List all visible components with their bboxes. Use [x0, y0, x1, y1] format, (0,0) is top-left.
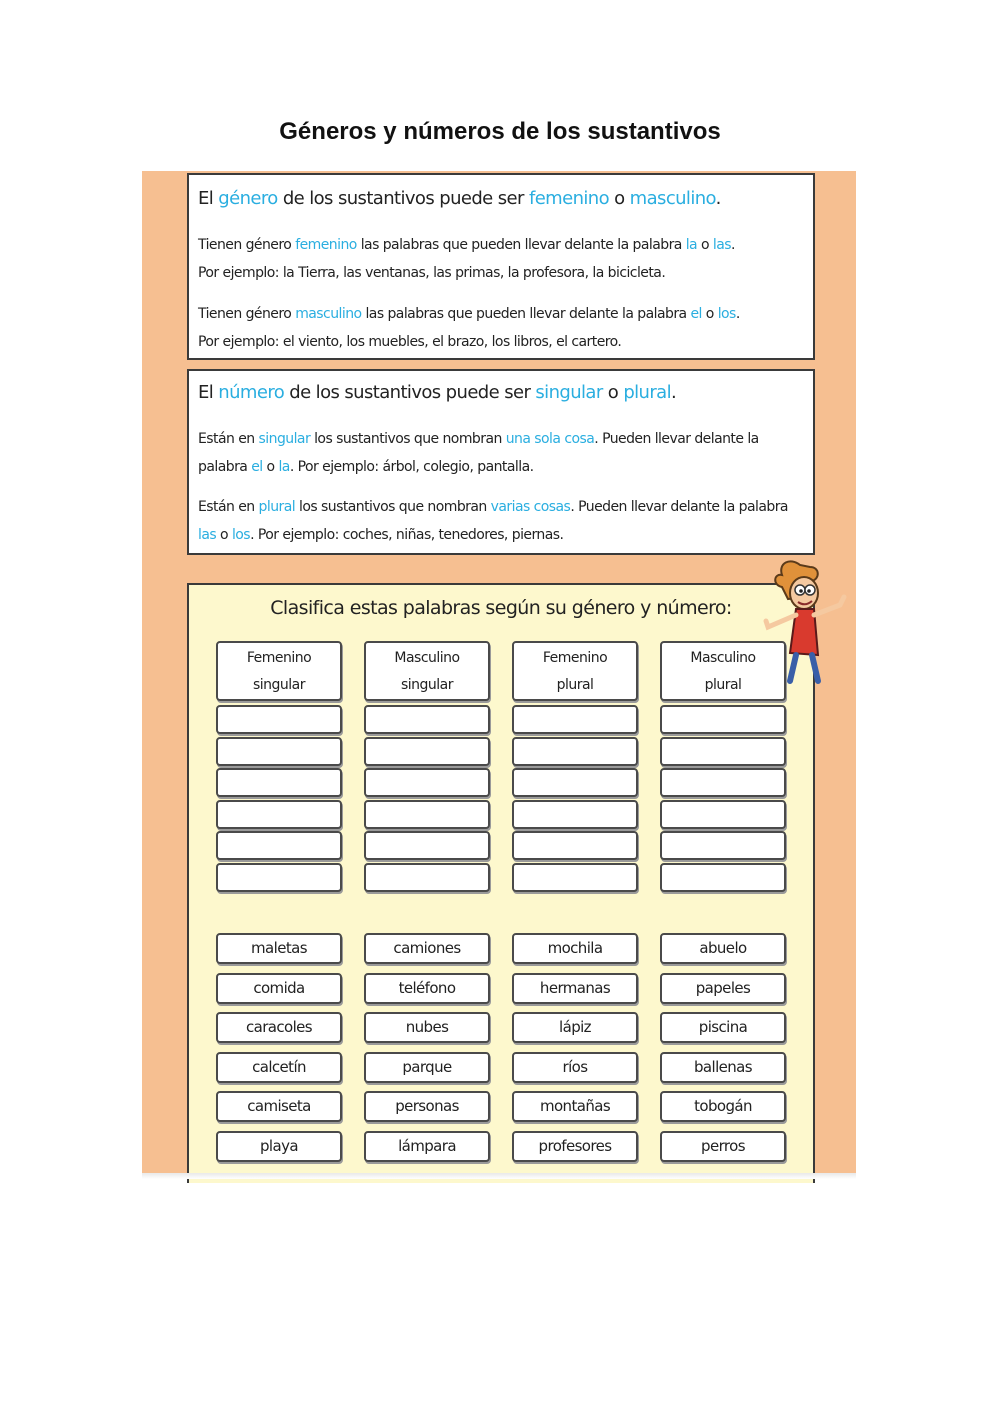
masculine-rule: Tienen género masculino las palabras que pueden llevar delante la palabra el o los. Por ejemplo: el viento, los muebles, el brazo, los libros, el cartero. — [198, 306, 740, 350]
answer-slot[interactable] — [216, 831, 342, 860]
answer-slot[interactable] — [512, 863, 638, 892]
masculine-example: Por ejemplo: el viento, los muebles, el brazo, los libros, el cartero. — [198, 334, 622, 350]
column-header-femenino-singular: Femenino singular — [216, 641, 342, 701]
word-tile[interactable]: abuelo — [660, 933, 786, 964]
answer-slot[interactable] — [660, 831, 786, 860]
answer-slot[interactable] — [660, 863, 786, 892]
word-tile[interactable]: nubes — [364, 1012, 490, 1043]
word-tile[interactable]: calcetín — [216, 1052, 342, 1083]
answer-slot[interactable] — [512, 768, 638, 797]
answer-slot[interactable] — [216, 863, 342, 892]
word-tile[interactable]: profesores — [512, 1131, 638, 1162]
number-heading: El número de los sustantivos puede ser singular o plural. — [198, 382, 677, 403]
word-tile[interactable]: tobogán — [660, 1091, 786, 1122]
number-explanation-box — [187, 369, 815, 555]
answer-slot[interactable] — [512, 831, 638, 860]
page-title: Géneros y números de los sustantivos — [279, 118, 721, 145]
word-tile[interactable]: piscina — [660, 1012, 786, 1043]
answer-slot[interactable] — [364, 705, 490, 734]
column-header-masculino-plural: Masculino plural — [660, 641, 786, 701]
worksheet — [142, 171, 856, 1173]
word-tile[interactable]: perros — [660, 1131, 786, 1162]
word-tile[interactable]: playa — [216, 1131, 342, 1162]
gender-heading: El género de los sustantivos puede ser femenino o masculino. — [198, 188, 721, 209]
answer-slot[interactable] — [512, 800, 638, 829]
answer-slot[interactable] — [660, 705, 786, 734]
word-tile[interactable]: camiones — [364, 933, 490, 964]
cartoon-character-icon — [760, 557, 850, 687]
word-tile[interactable]: teléfono — [364, 973, 490, 1004]
answer-slot[interactable] — [364, 737, 490, 766]
answer-slot[interactable] — [364, 800, 490, 829]
sheet-shadow — [142, 1173, 856, 1179]
answer-slot[interactable] — [660, 737, 786, 766]
word-tile[interactable]: parque — [364, 1052, 490, 1083]
column-header-femenino-plural: Femenino plural — [512, 641, 638, 701]
word-tile[interactable]: montañas — [512, 1091, 638, 1122]
classification-exercise — [187, 583, 815, 1183]
answer-slot[interactable] — [364, 831, 490, 860]
answer-slot[interactable] — [216, 737, 342, 766]
word-tile[interactable]: papeles — [660, 973, 786, 1004]
word-tile[interactable]: ríos — [512, 1052, 638, 1083]
answer-slot[interactable] — [364, 863, 490, 892]
word-tile[interactable]: lápiz — [512, 1012, 638, 1043]
word-tile[interactable]: hermanas — [512, 973, 638, 1004]
answer-slot[interactable] — [660, 768, 786, 797]
word-tile[interactable]: maletas — [216, 933, 342, 964]
word-tile[interactable]: comida — [216, 973, 342, 1004]
word-tile[interactable]: caracoles — [216, 1012, 342, 1043]
femenine-example: Por ejemplo: la Tierra, las ventanas, las primas, la profesora, la bicicleta. — [198, 265, 666, 281]
column-header-masculino-singular: Masculino singular — [364, 641, 490, 701]
singular-rule: Están en singular los sustantivos que nombran una sola cosa. Pueden llevar delante la palabra el o la. Por ejemplo: árbol, colegio, pantalla. — [198, 431, 759, 475]
word-tile[interactable]: personas — [364, 1091, 490, 1122]
word-tile[interactable]: lámpara — [364, 1131, 490, 1162]
answer-slot[interactable] — [216, 705, 342, 734]
answer-slot[interactable] — [216, 800, 342, 829]
answer-slot[interactable] — [364, 768, 490, 797]
answer-slot[interactable] — [512, 737, 638, 766]
word-tile[interactable]: mochila — [512, 933, 638, 964]
plural-rule: Están en plural los sustantivos que nombran varias cosas. Pueden llevar delante la palabra las o los. Por ejemplo: coches, niñas, tenedores, piernas. — [198, 499, 788, 543]
answer-slot[interactable] — [216, 768, 342, 797]
femenine-rule: Tienen género femenino las palabras que pueden llevar delante la palabra la o las. Por ejemplo: la Tierra, las ventanas, las primas, la profesora, la bicicleta. — [198, 237, 735, 281]
answer-slot[interactable] — [660, 800, 786, 829]
word-tile[interactable]: camiseta — [216, 1091, 342, 1122]
exercise-title: Clasifica estas palabras según su género y número: — [270, 597, 732, 619]
answer-slot[interactable] — [512, 705, 638, 734]
word-tile[interactable]: ballenas — [660, 1052, 786, 1083]
gender-explanation-box — [187, 173, 815, 360]
